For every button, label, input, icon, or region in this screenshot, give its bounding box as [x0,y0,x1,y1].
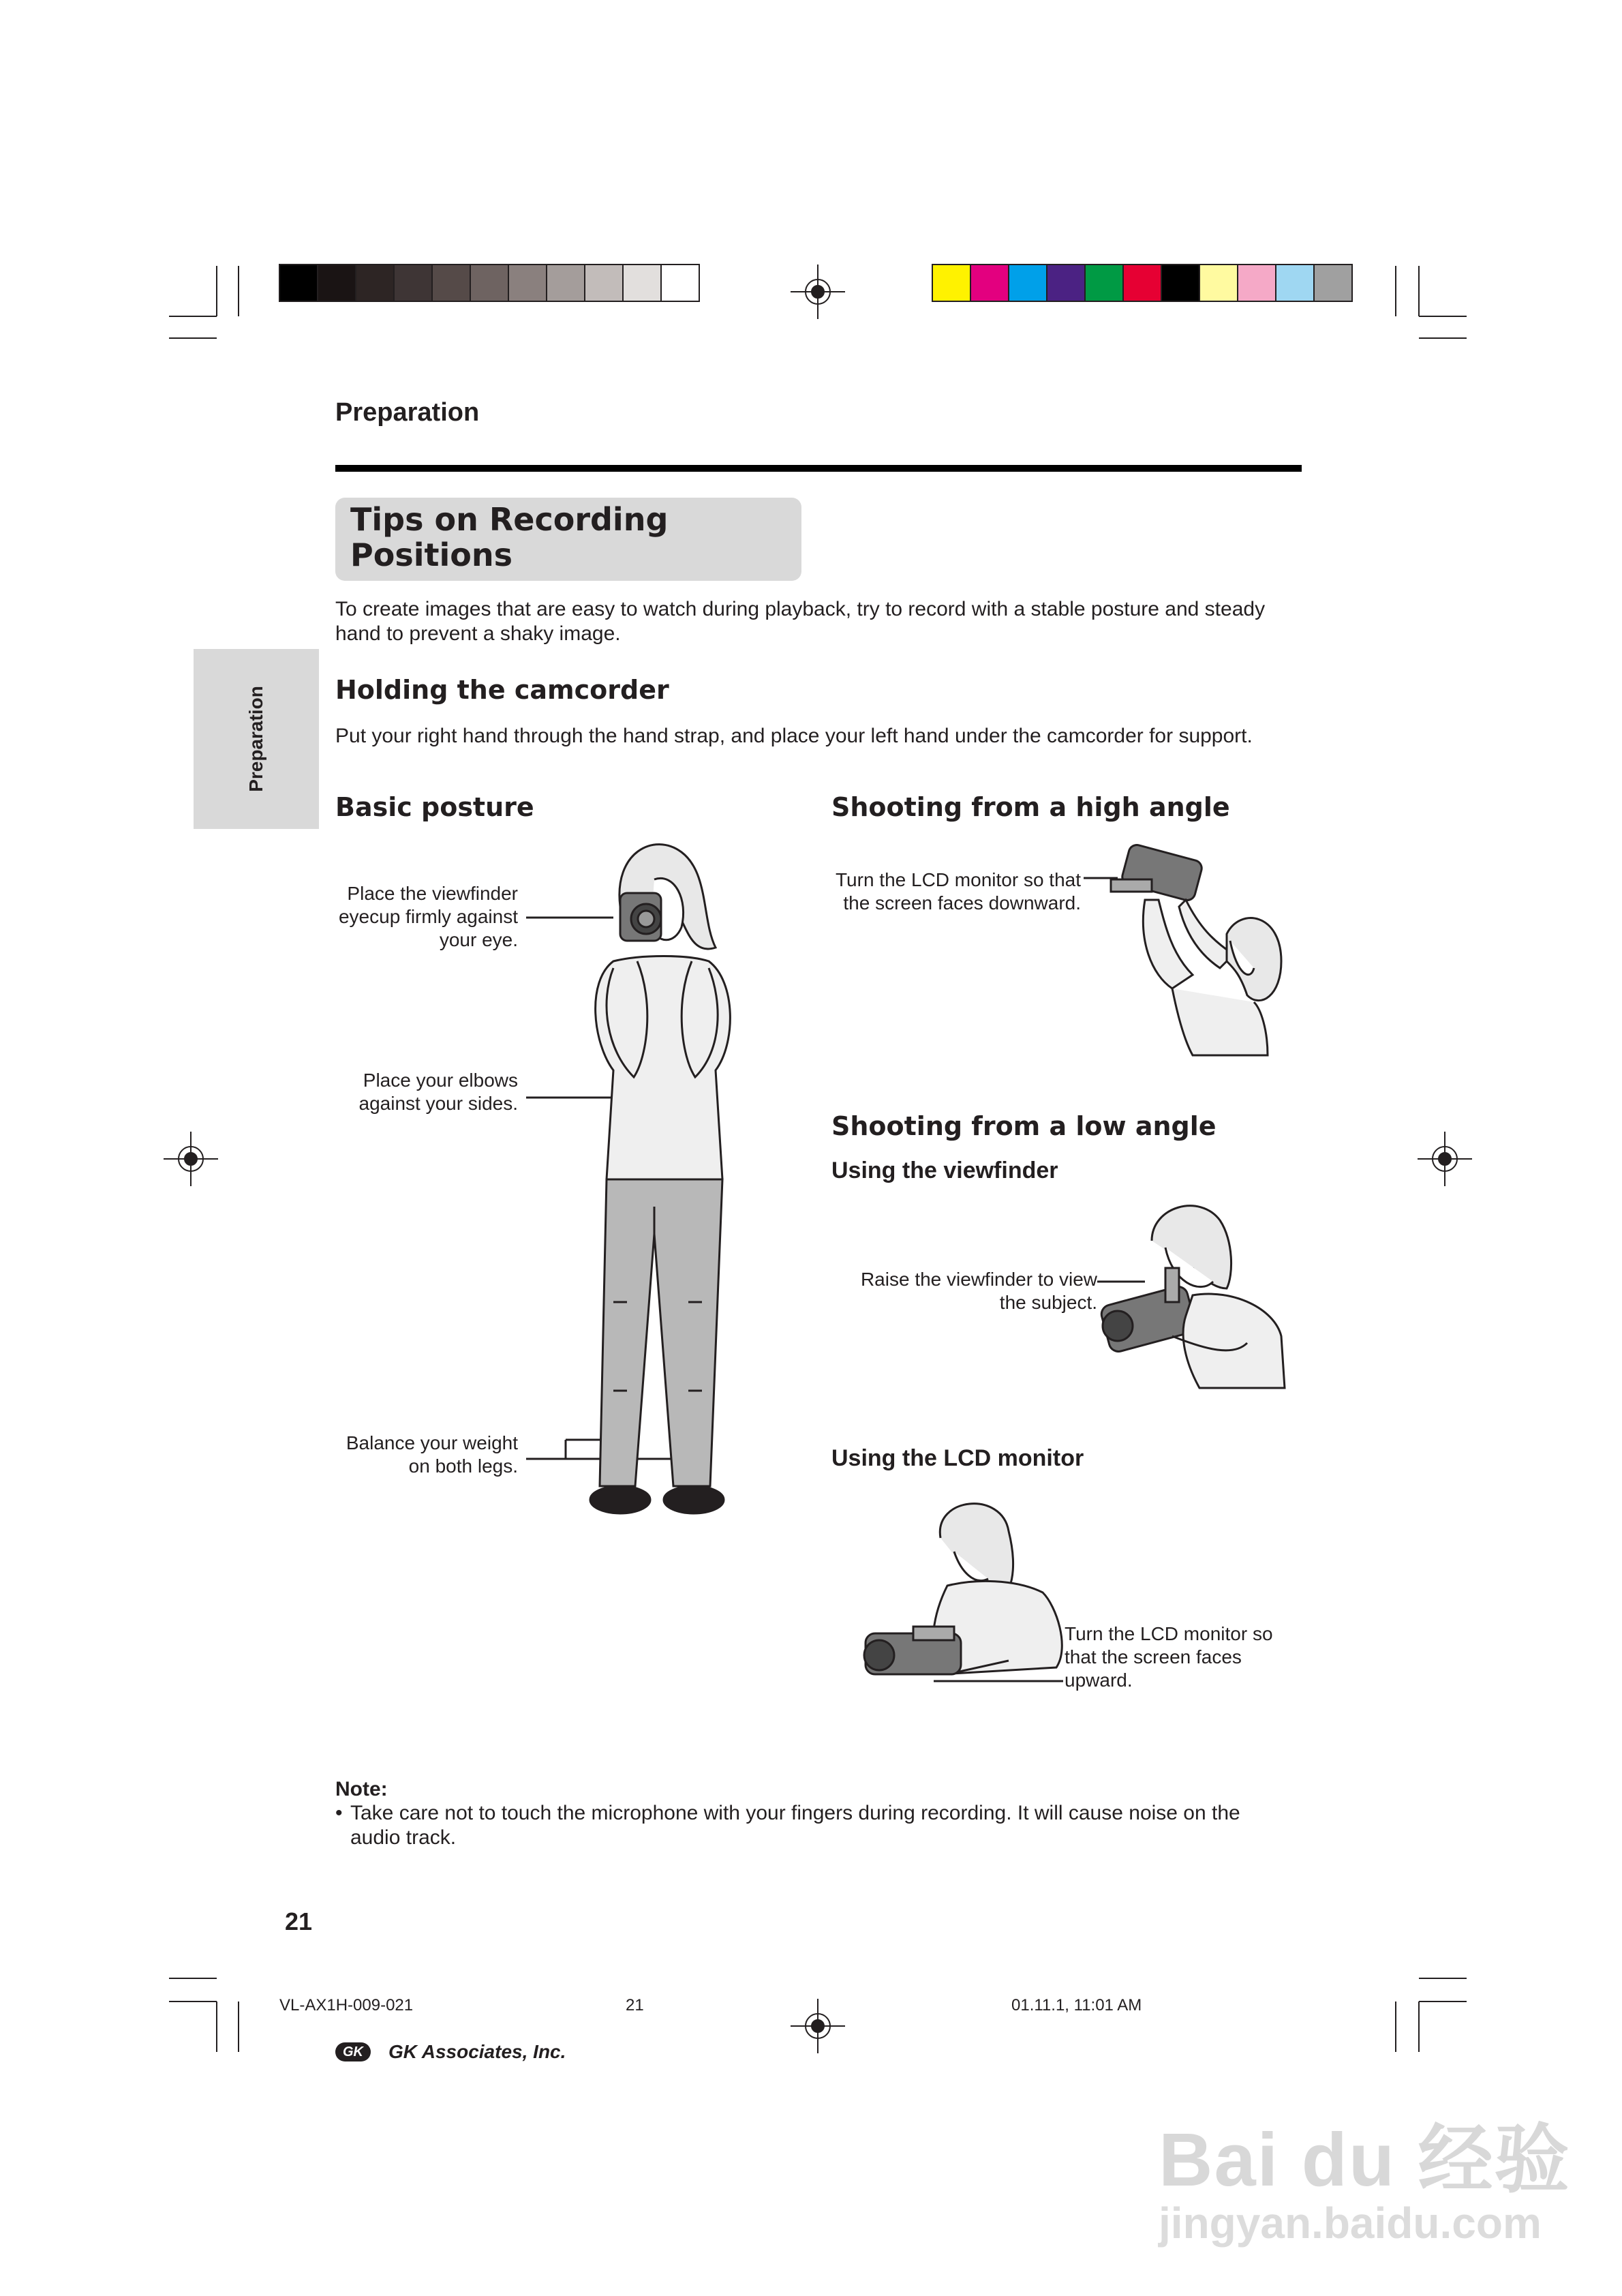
holding-text: Put your right hand through the hand strap, and place your left hand under the camcorder for support. [335,725,1253,747]
high-angle-illustration [1084,839,1288,1057]
registration-mark-right [1418,1132,1472,1186]
calibration-swatch [356,265,394,301]
callout-elbows: Place your elbows against your sides. [358,1070,518,1114]
side-tab [194,649,319,829]
calibration-swatch [623,265,661,301]
high-angle-title: Shooting from a high angle [831,792,1230,822]
calibration-swatch [508,265,547,301]
basic-posture-title: Basic posture [335,792,534,822]
calibration-swatch [932,265,970,301]
calibration-swatch [1009,265,1047,301]
calibration-swatch [970,265,1009,301]
calibration-swatch [279,265,318,301]
company-logo [335,2042,371,2061]
viewfinder-subtitle: Using the viewfinder [831,1158,1058,1183]
callout-weight: Balance your weight on both legs. [346,1432,518,1477]
low-angle-lcd-illustration [852,1497,1077,1702]
registration-mark-top [791,265,845,319]
callout-eyecup: Place the viewfinder eyecup firmly against your eye. [338,883,518,950]
low-angle-title: Shooting from a low angle [831,1111,1216,1141]
watermark-url: jingyan.baidu.com [1159,2199,1542,2248]
page-title-box [335,498,801,581]
lcd-subtitle: Using the LCD monitor [831,1445,1084,1471]
calibration-swatch [1123,265,1161,301]
note-text: Take care not to touch the microphone with your fingers during recording. It will cause noise on the audio track. [350,1802,1240,1849]
side-tab-label: Preparation [245,686,266,792]
calibration-swatch [1238,265,1276,301]
footer-file: VL-AX1H-009-021 [279,1996,414,2014]
calibration-swatch [1047,265,1085,301]
calibration-swatch [1199,265,1238,301]
holding-title: Holding the camcorder [335,675,669,705]
intro-text: To create images that are easy to watch during playback, try to record with a stable posture and steady hand to prevent a shaky image. [335,598,1266,645]
grayscale-calibration-bar [279,265,699,301]
header-rule [335,465,1302,472]
company-name: GK Associates, Inc. [388,2041,566,2062]
page-number: 21 [285,1907,313,1935]
calibration-swatch [661,265,699,301]
calibration-swatch [1276,265,1314,301]
calibration-swatch [394,265,432,301]
note-label: Note: [335,1778,388,1800]
low-angle-viewfinder-illustration [1097,1200,1295,1391]
calibration-swatch [585,265,623,301]
calibration-swatch [1314,265,1352,301]
company-logo-text: GK [343,2044,363,2059]
callout-viewfinder: Raise the viewfinder to view the subject. [860,1269,1097,1313]
calibration-swatch [432,265,470,301]
registration-mark-left [164,1132,218,1186]
basic-posture-illustration [518,825,763,1554]
callout-lcd-upward: Turn the LCD monitor so that the screen faces upward. [1065,1623,1273,1691]
calibration-swatch [1085,265,1123,301]
calibration-swatch [1161,265,1199,301]
color-calibration-bar [932,265,1352,301]
footer-datetime: 01.11.1, 11:01 AM [1011,1996,1142,2014]
watermark-brand: Bai du 经验 [1159,2118,1571,2202]
footer-page: 21 [626,1996,644,2014]
calibration-swatch [547,265,585,301]
calibration-swatch [470,265,508,301]
callout-high-angle: Turn the LCD monitor so that the screen faces downward. [835,869,1081,913]
registration-mark-bottom [791,1999,845,2053]
page-title-line2: Positions [350,537,512,573]
page-title-line1: Tips on Recording [350,501,669,538]
note-bullet: • [335,1802,343,1824]
calibration-swatch [318,265,356,301]
section-header: Preparation [335,398,480,427]
